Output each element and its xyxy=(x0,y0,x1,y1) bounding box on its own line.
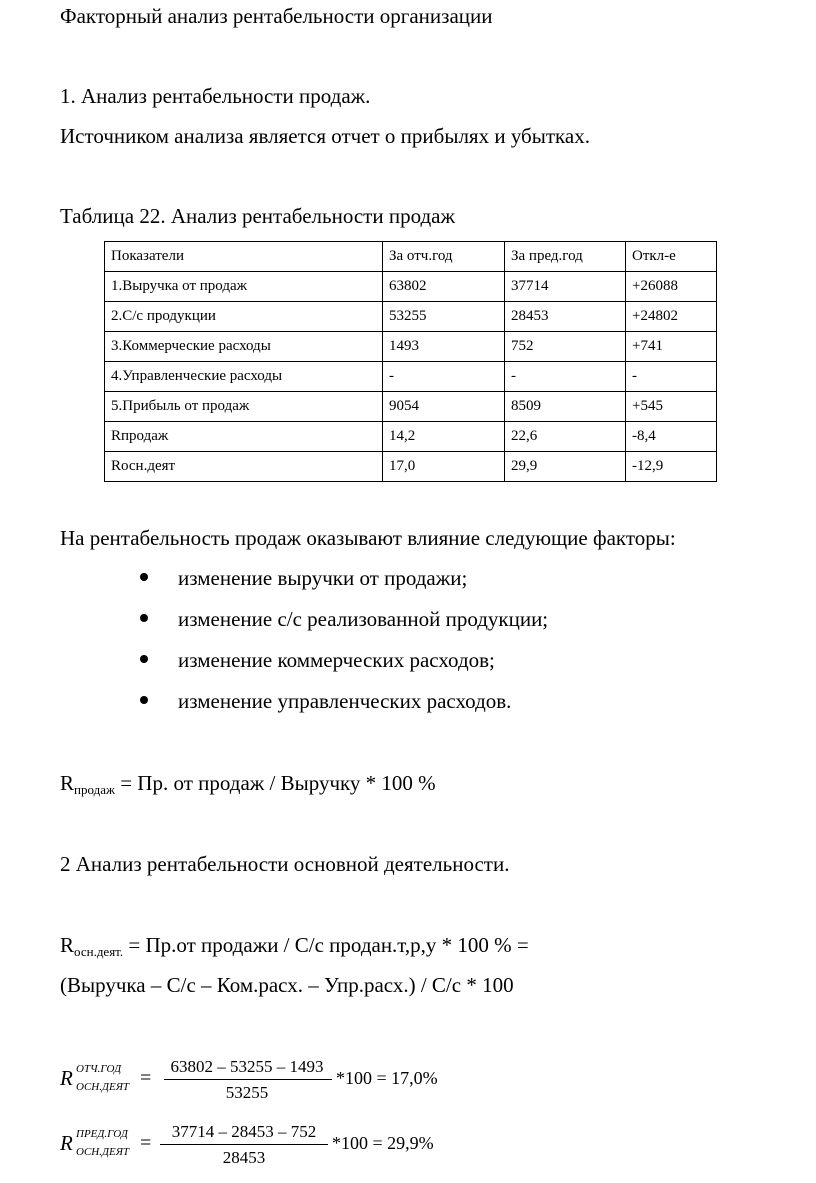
calc-denominator: 28453 xyxy=(222,1148,266,1167)
formula-symbol: R xyxy=(60,933,75,957)
formula-main xyxy=(60,933,529,959)
table-caption: Таблица 22. Анализ рентабельности продаж xyxy=(60,204,455,228)
header-cell: Откл-е xyxy=(626,242,717,272)
calc-result: *100 = 17,0% xyxy=(336,1068,438,1088)
table-cell: 53255 xyxy=(383,302,505,332)
section1-heading: 1. Анализ рентабельности продаж. xyxy=(60,84,371,108)
table-cell: 17,0 xyxy=(383,452,505,482)
list-item-text: изменение коммерческих расходов; xyxy=(178,648,495,672)
profitability-table xyxy=(104,241,717,482)
table-cell: -8,4 xyxy=(626,422,717,452)
table-cell: 28453 xyxy=(505,302,626,332)
bullet-icon xyxy=(140,614,148,622)
table-cell: 14,2 xyxy=(383,422,505,452)
table-cell: 1493 xyxy=(383,332,505,362)
list-item-text: изменение выручки от продажи; xyxy=(178,566,468,590)
bullet-icon xyxy=(140,696,148,704)
page-title: Факторный анализ рентабельности организации xyxy=(60,4,493,28)
table-cell: - xyxy=(626,362,717,392)
formula-expression: = Пр. от продаж / Выручку * 100 % xyxy=(120,771,436,795)
fraction-bar xyxy=(160,1144,328,1145)
table-row xyxy=(105,452,717,482)
table-cell: 3.Коммерческие расходы xyxy=(105,332,383,362)
table-cell: +545 xyxy=(626,392,717,422)
header-cell: За пред.год xyxy=(505,242,626,272)
formula-main-expanded: (Выручка – С/с – Ком.расх. – Упр.расх.) / С/с * 100 xyxy=(60,973,514,997)
calc-equals: = xyxy=(140,1067,152,1089)
table-cell: 22,6 xyxy=(505,422,626,452)
table-row xyxy=(105,362,717,392)
formula-symbol: R xyxy=(60,771,75,795)
calc-numerator: 63802 – 53255 – 1493 xyxy=(170,1057,324,1076)
table-header-row xyxy=(105,242,717,272)
table-cell: +26088 xyxy=(626,272,717,302)
bullet-icon xyxy=(140,573,148,581)
table-row xyxy=(105,272,717,302)
calc-symbol: R xyxy=(60,1066,73,1090)
table-cell: 29,9 xyxy=(505,452,626,482)
table-row xyxy=(105,332,717,362)
calc-sub: ОСН.ДЕЯТ xyxy=(76,1081,130,1093)
section2-heading: 2 Анализ рентабельности основной деятельности. xyxy=(60,852,510,876)
table-row xyxy=(105,302,717,332)
list-item-text: изменение с/с реализованной продукции; xyxy=(178,607,549,631)
table-cell: 9054 xyxy=(383,392,505,422)
formula-subscript: осн.деят. xyxy=(74,944,124,959)
table-cell: - xyxy=(383,362,505,392)
table-cell: 37714 xyxy=(505,272,626,302)
calc-equals: = xyxy=(140,1132,152,1154)
calc-numerator: 37714 – 28453 – 752 xyxy=(171,1122,317,1141)
table-cell: Rпродаж xyxy=(105,422,383,452)
table-cell: +24802 xyxy=(626,302,717,332)
calc-denominator: 53255 xyxy=(225,1083,269,1102)
calc-sub: ОСН.ДЕЯТ xyxy=(76,1146,130,1158)
table-cell: 4.Управленческие расходы xyxy=(105,362,383,392)
header-cell: За отч.год xyxy=(383,242,505,272)
table-cell: - xyxy=(505,362,626,392)
table-row xyxy=(105,422,717,452)
calc-sup: ОТЧ.ГОД xyxy=(76,1063,122,1075)
table-cell: 752 xyxy=(505,332,626,362)
calc-symbol: R xyxy=(60,1131,73,1155)
table-cell: 5.Прибыль от продаж xyxy=(105,392,383,422)
table-cell: -12,9 xyxy=(626,452,717,482)
list-item-text: изменение управленческих расходов. xyxy=(178,689,512,713)
bullet-icon xyxy=(140,655,148,663)
formula-expression: = Пр.от продажи / С/с продан.т,р,у * 100 % = xyxy=(123,933,529,957)
calc-result: *100 = 29,9% xyxy=(332,1133,434,1153)
formula-subscript: продаж xyxy=(74,782,115,797)
table-cell: 2.С/с продукции xyxy=(105,302,383,332)
fraction-bar xyxy=(164,1079,332,1080)
calc-sup: ПРЕД.ГОД xyxy=(76,1128,128,1140)
table-cell: +741 xyxy=(626,332,717,362)
factors-intro: На рентабельность продаж оказывают влияние следующие факторы: xyxy=(60,526,676,550)
table-row xyxy=(105,392,717,422)
table-cell: 63802 xyxy=(383,272,505,302)
formula-sales xyxy=(60,771,436,797)
header-cell: Показатели xyxy=(105,242,383,272)
table-cell: 1.Выручка от продаж xyxy=(105,272,383,302)
table-cell: Rосн.деят xyxy=(105,452,383,482)
source-text: Источником анализа является отчет о прибылях и убытках. xyxy=(60,124,590,148)
table-cell: 8509 xyxy=(505,392,626,422)
